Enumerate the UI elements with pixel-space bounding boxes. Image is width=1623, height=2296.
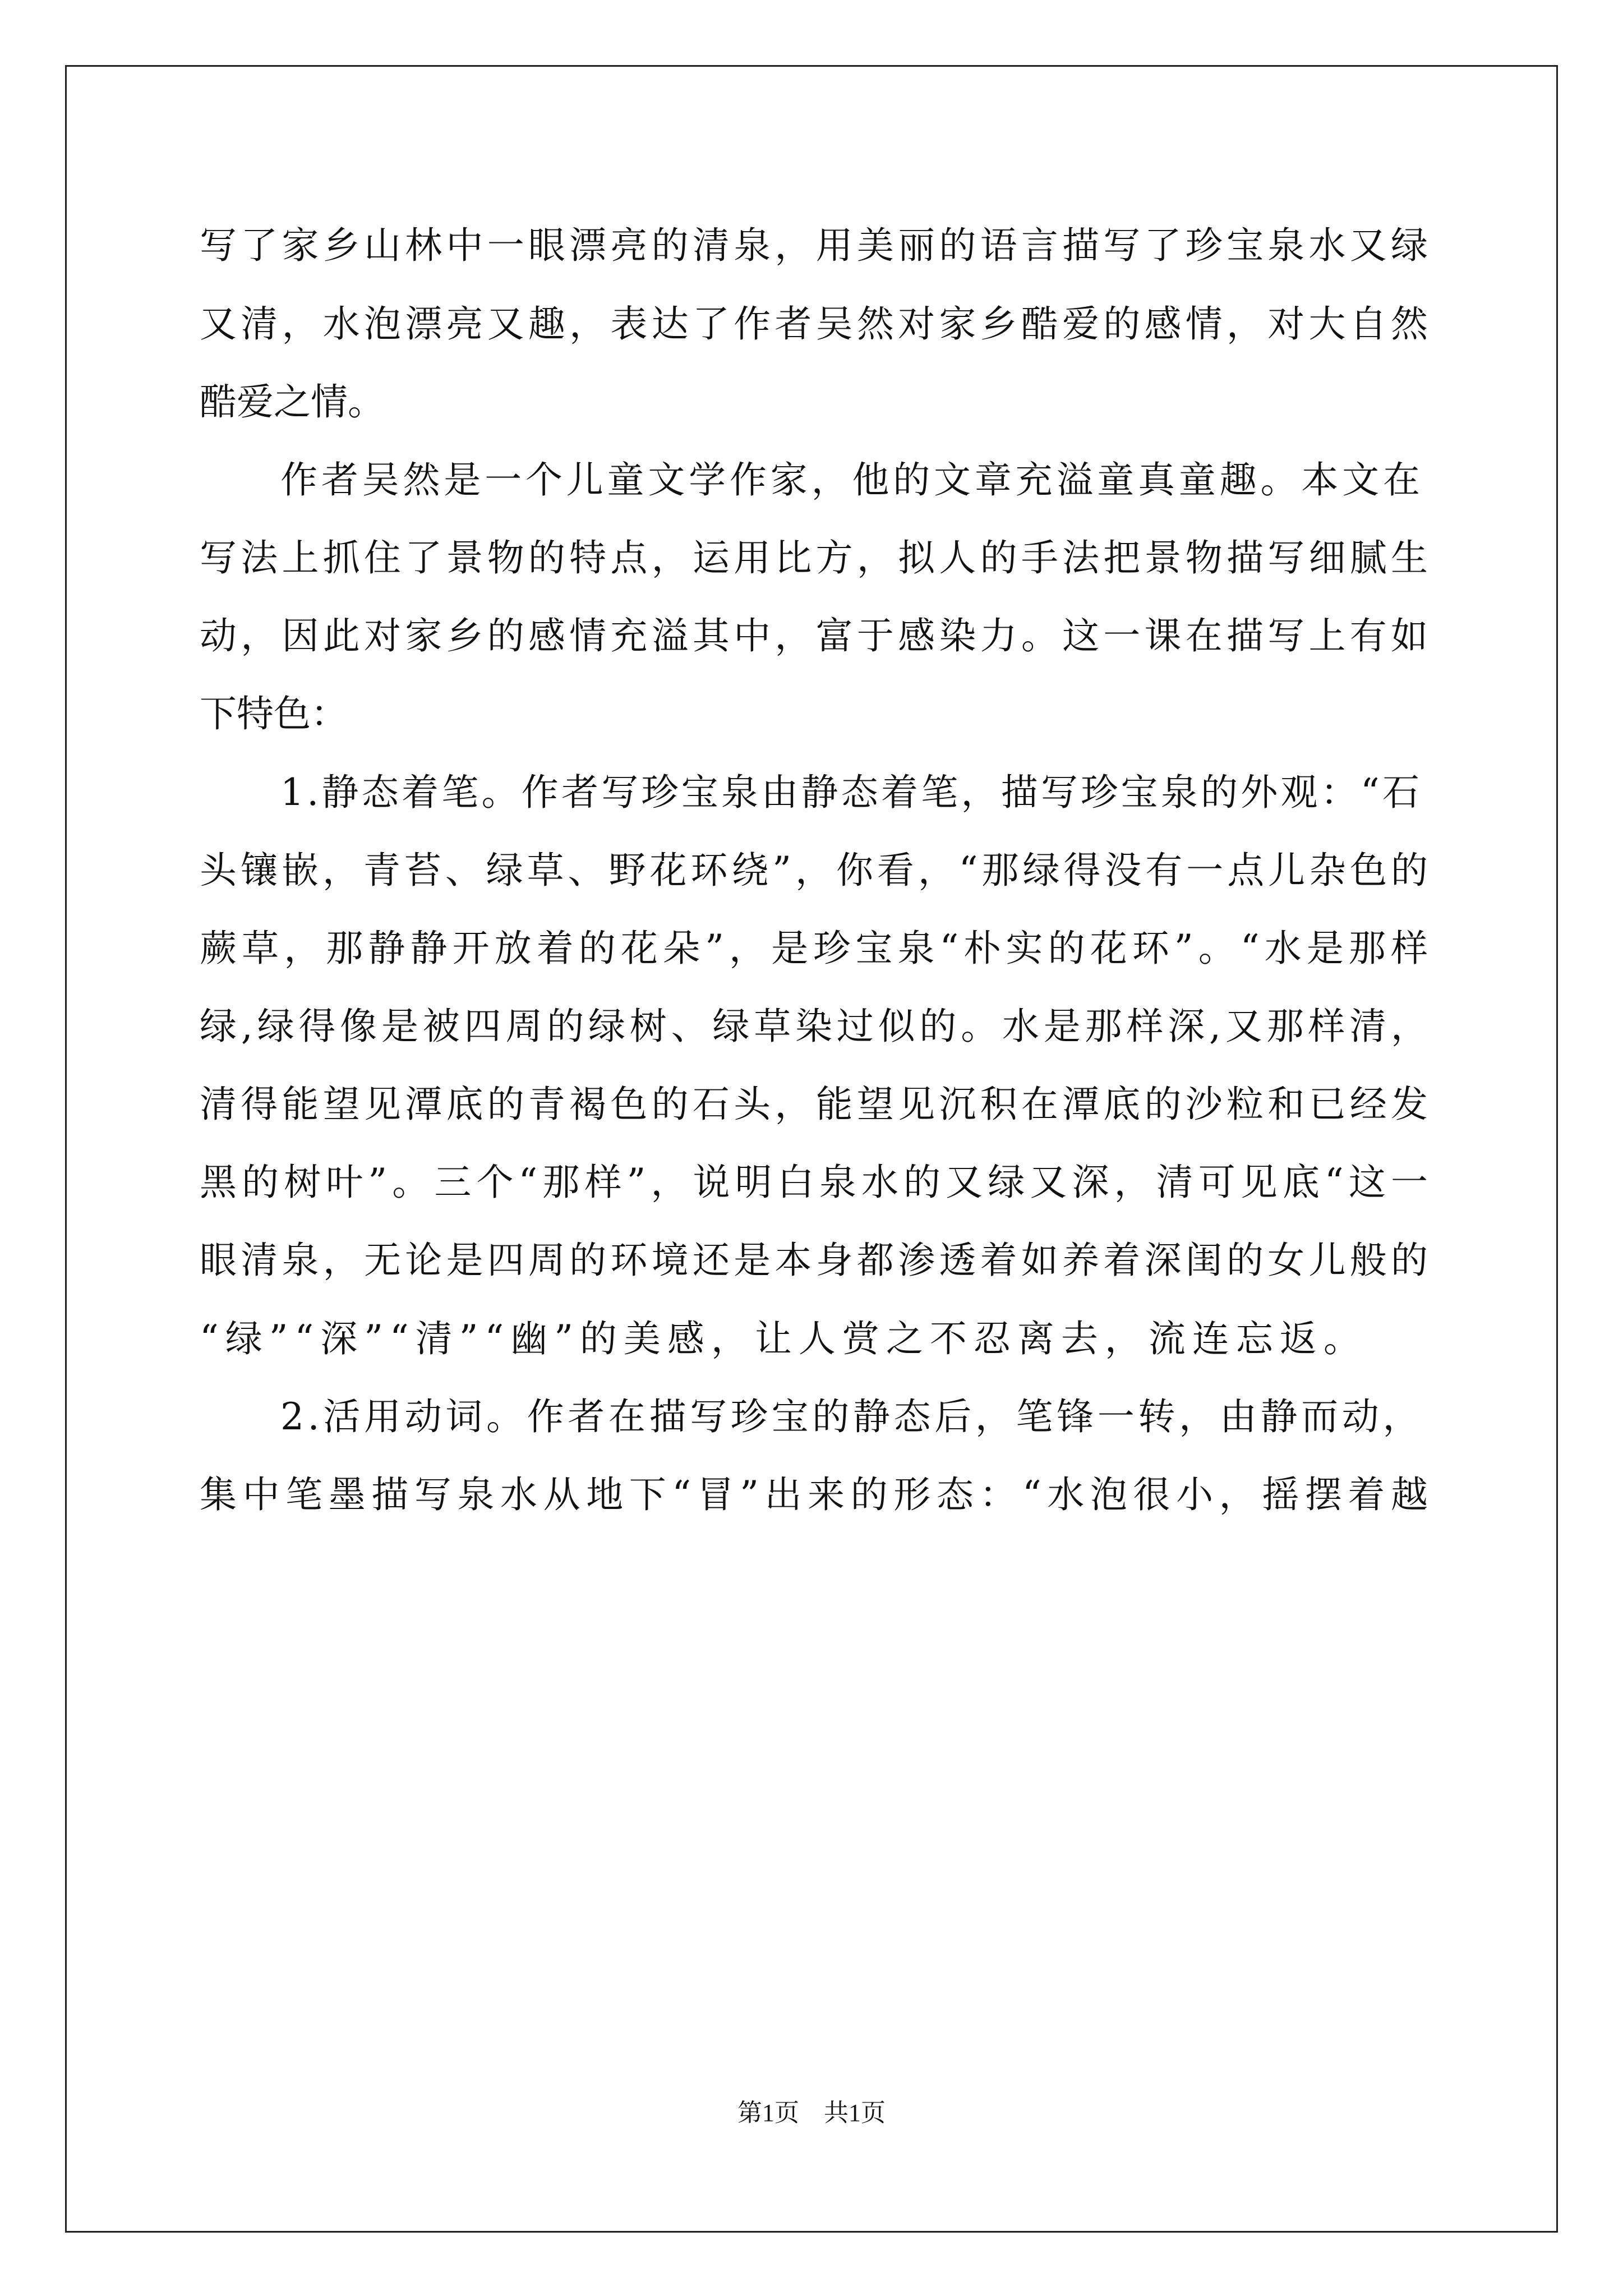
text-line: 写法上抓住了景物的特点，运用比方，拟人的手法把景物描写细腻生: [200, 536, 1432, 579]
paragraph-first-line: 2.活用动词。作者在描写珍宝的静态后，笔锋一转，由静而动，: [280, 1395, 1424, 1438]
text-line: 酷爱之情。: [200, 380, 385, 424]
text-line: 动，因此对家乡的感情充溢其中，富于感染力。这一课在描写上有如: [200, 614, 1432, 657]
text-line: 黑的树叶”。三个“那样”，说明白泉水的又绿又深，清可见底“这一: [200, 1161, 1433, 1204]
paragraph-first-line: 1.静态着笔。作者写珍宝泉由静态着笔，描写珍宝泉的外观：“石: [280, 771, 1423, 814]
text-line: 眼清泉，无论是四周的环境还是本身都渗透着如养着深闺的女儿般的: [200, 1239, 1432, 1282]
page-footer: 第1页 共1页: [737, 2099, 886, 2127]
text-line: 又清，水泡漂亮又趣，表达了作者吴然对家乡酷爱的感情，对大自然: [200, 302, 1432, 346]
text-line: 写了家乡山林中一眼漂亮的清泉，用美丽的语言描写了珍宝泉水又绿: [200, 224, 1432, 267]
text-line: 头镶嵌，青苔、绿草、野花环绕”，你看，“那绿得没有一点儿杂色的: [200, 849, 1432, 892]
text-line: 下特色：: [200, 692, 348, 735]
paragraph-first-line: 作者吴然是一个儿童文学作家，他的文章充溢童真童趣。本文在: [280, 458, 1424, 501]
text-line: “绿”“深”“清”“幽”的美感，让人赏之不忍离去，流连忘返。: [200, 1317, 1367, 1360]
text-line: 集中笔墨描写泉水从地下“冒”出来的形态：“水泡很小，摇摆着越: [200, 1473, 1434, 1516]
text-line: 蕨草，那静静开放着的花朵”，是珍宝泉“朴实的花环”。“水是那样: [200, 927, 1433, 970]
text-line: 清得能望见潭底的青褐色的石头，能望见沉积在潭底的沙粒和已经发: [200, 1083, 1432, 1126]
text-line: 绿,绿得像是被四周的绿树、绿草染过似的。水是那样深,又那样清，: [200, 1005, 1432, 1048]
